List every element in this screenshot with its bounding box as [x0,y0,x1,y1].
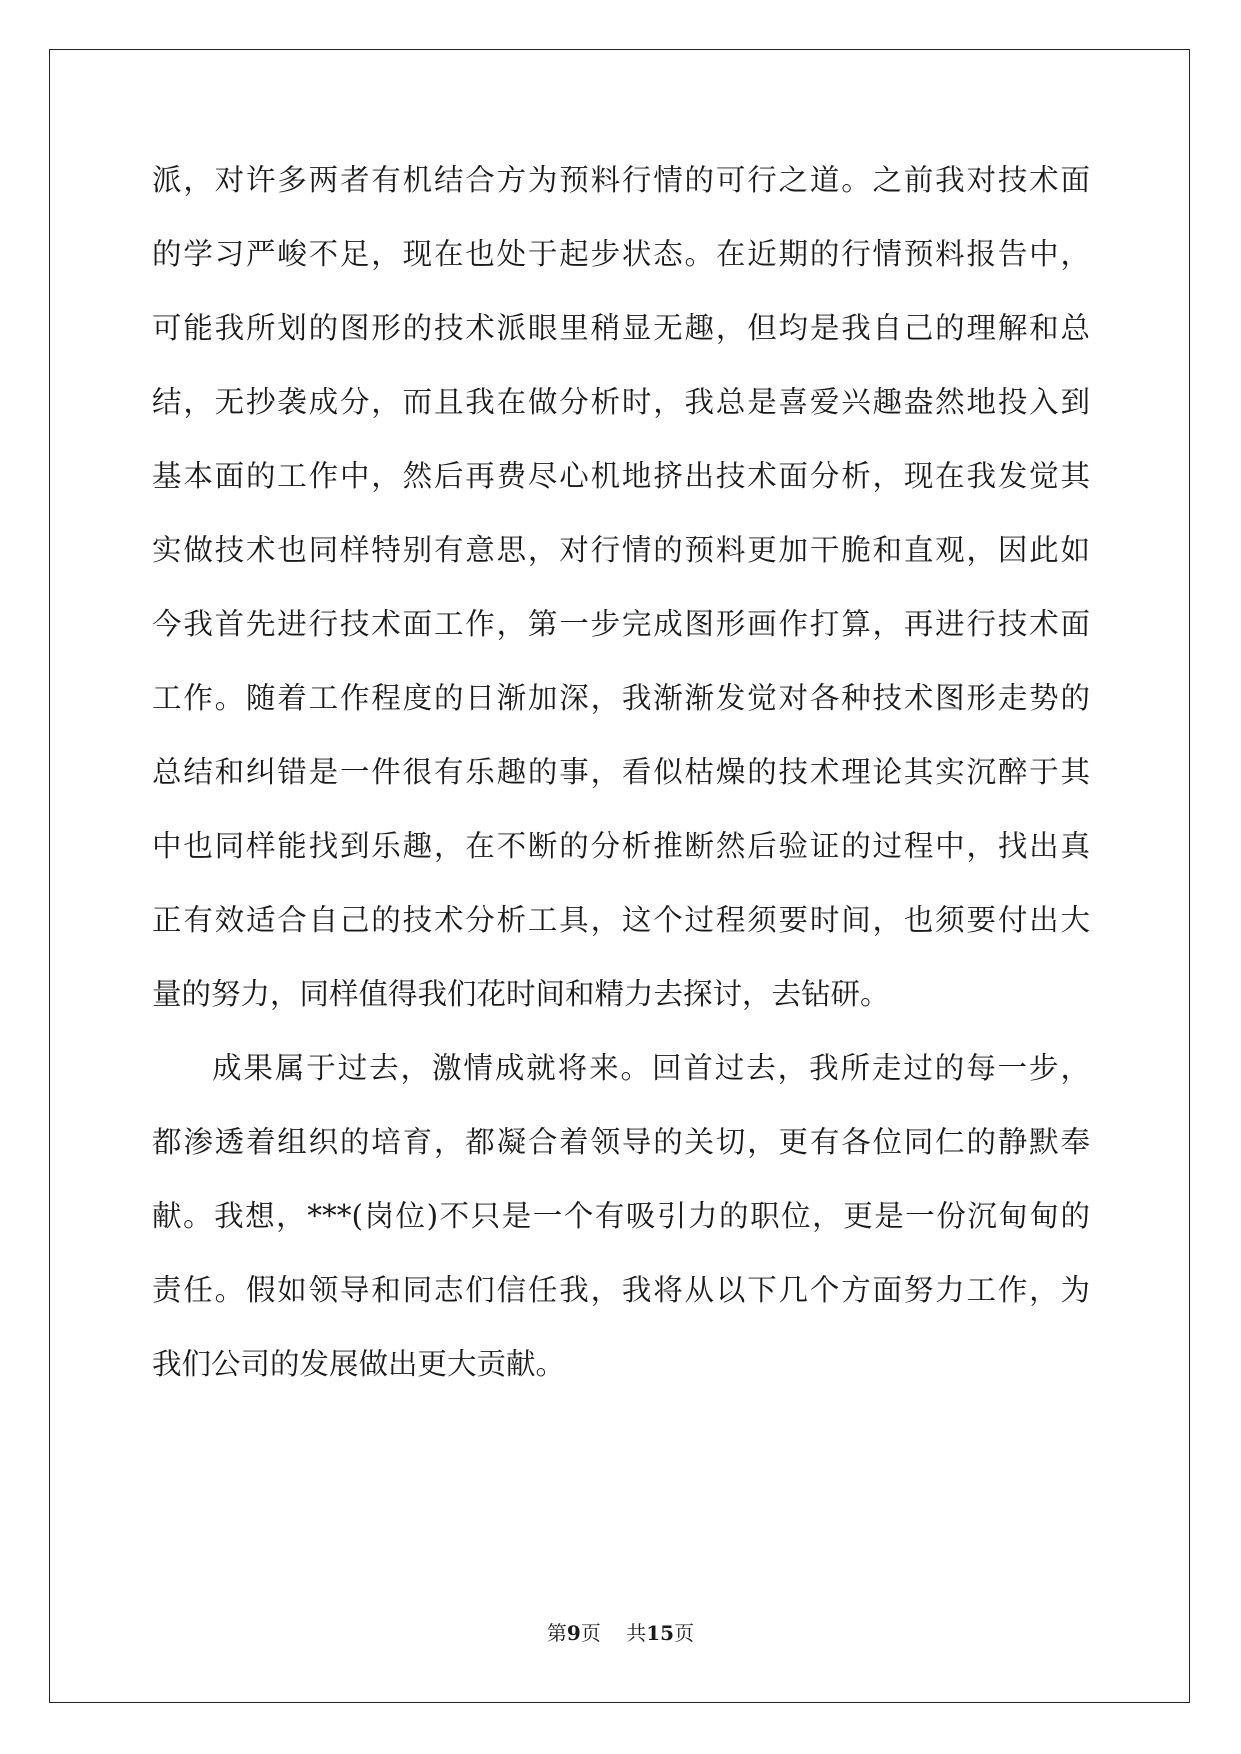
text-line: 实做技术也同样特别有意思，对行情的预料更加干脆和直观，因此如 [152,533,1090,567]
text-line: 可能我所划的图形的技术派眼里稍显无趣，但均是我自己的理解和总 [152,311,1090,345]
total-suffix: 页 [674,1621,695,1645]
page-suffix: 页 [580,1621,601,1645]
text-line: 工作。随着工作程度的日渐加深，我渐渐发觉对各种技术图形走势的 [152,681,1090,715]
total-prefix: 共 [626,1621,647,1645]
text-line: 结，无抄袭成分，而且我在做分析时，我总是喜爱兴趣盎然地投入到 [152,385,1090,419]
text-line: 献。我想，***(岗位)不只是一个有吸引力的职位，更是一份沉甸甸的 [152,1199,1090,1233]
text-line: 中也同样能找到乐趣，在不断的分析推断然后验证的过程中，找出真 [152,829,1090,863]
document-body [152,160,1090,1418]
page-number: 9 [566,1621,581,1645]
text-line: 总结和纠错是一件很有乐趣的事，看似枯燥的技术理论其实沉醉于其 [152,755,1090,789]
text-line: 我们公司的发展做出更大贡献。 [152,1347,566,1381]
text-line: 责任。假如领导和同志们信任我，我将从以下几个方面努力工作，为 [152,1273,1090,1307]
text-line: 都渗透着组织的培育，都凝合着领导的关切，更有各位同仁的静默奉 [152,1125,1090,1159]
text-line: 基本面的工作中，然后再费尽心机地挤出技术面分析，现在我发觉其 [152,459,1090,493]
text-line: 的学习严峻不足，现在也处于起步状态。在近期的行情预料报告中， [152,237,1090,271]
page-footer [0,1620,1241,1646]
text-line: 派，对许多两者有机结合方为预料行情的可行之道。之前我对技术面 [152,163,1090,197]
text-line: 量的努力，同样值得我们花时间和精力去探讨，去钻研。 [152,977,890,1011]
text-line: 今我首先进行技术面工作，第一步完成图形画作打算，再进行技术面 [152,607,1090,641]
text-line-indented: 成果属于过去，激情成就将来。回首过去，我所走过的每一步， [212,1051,1090,1085]
text-line: 正有效适合自己的技术分析工具，这个过程须要时间，也须要付出大 [152,903,1090,937]
page-prefix: 第 [546,1621,567,1645]
total-pages: 15 [646,1621,675,1645]
